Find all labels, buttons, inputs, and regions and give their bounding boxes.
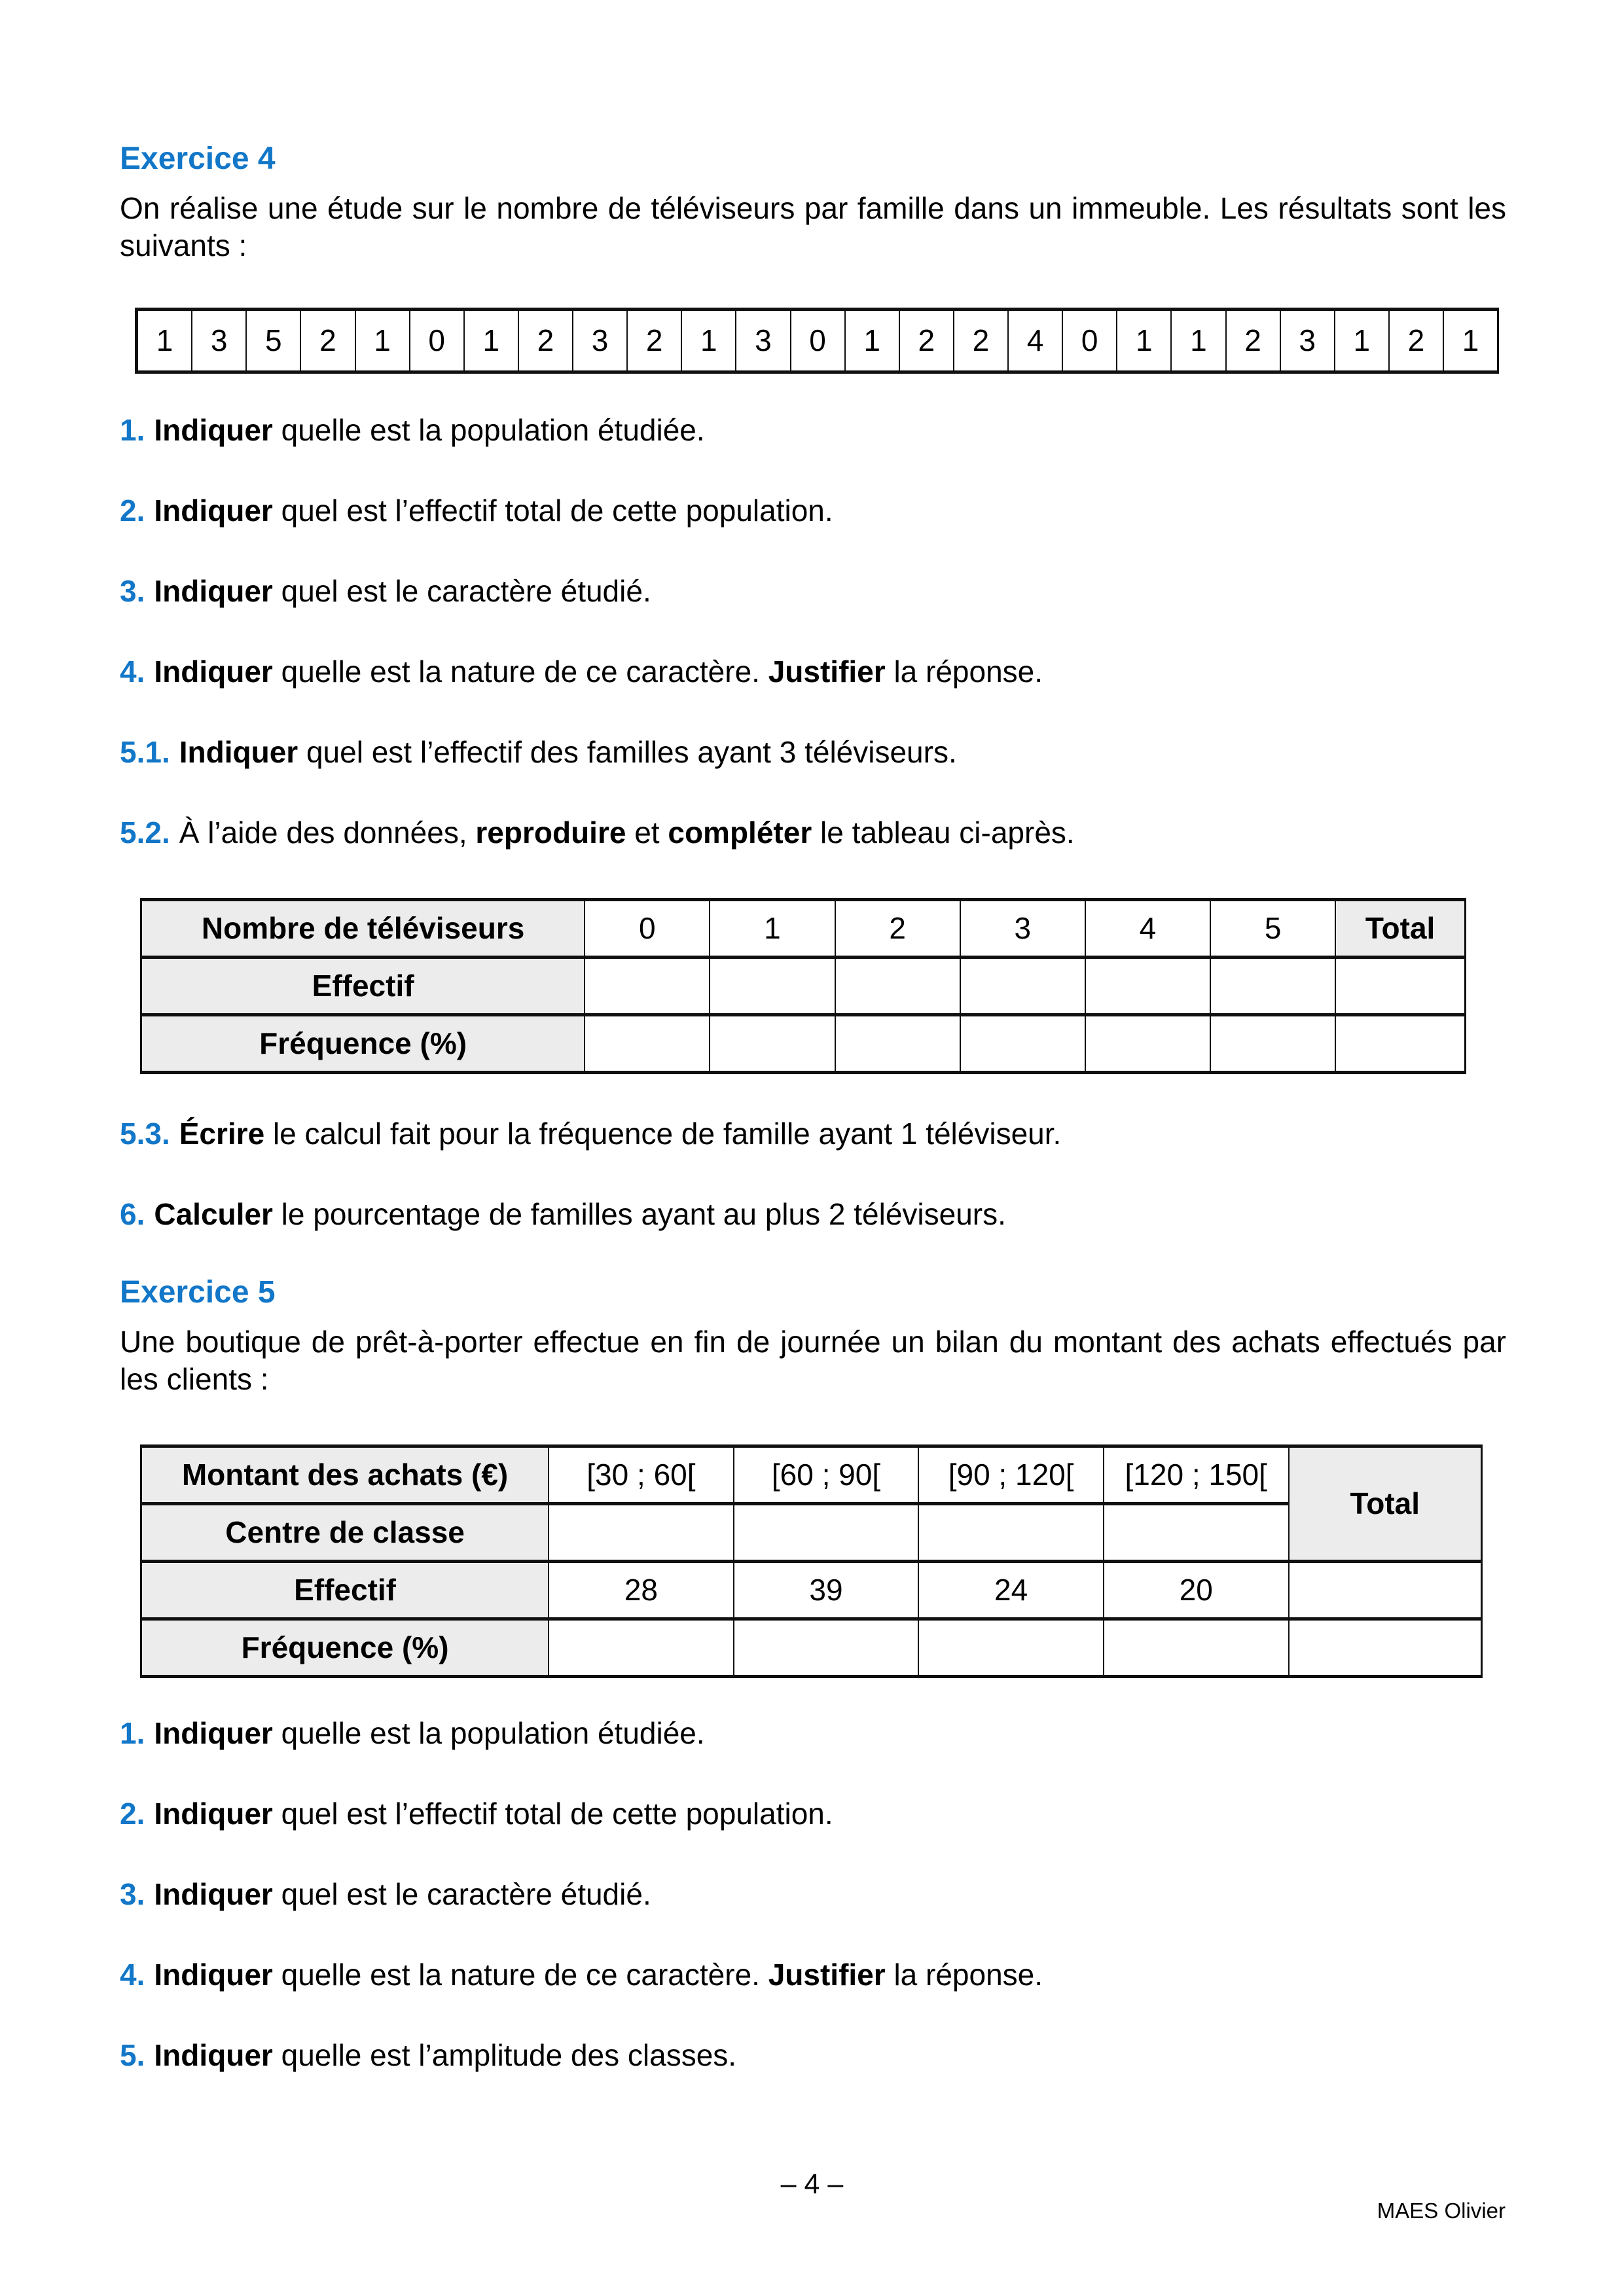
- question-number: 1.: [120, 413, 145, 447]
- purchases-effectif-2: 24: [918, 1562, 1104, 1619]
- purchases-effectif-row: [141, 1562, 1482, 1619]
- question-text: quelle est la population étudiée.: [272, 1716, 705, 1750]
- data-strip-cell: 1: [355, 311, 409, 370]
- empty-cell: [549, 1504, 734, 1562]
- question-keyword: Indiquer: [154, 1877, 273, 1911]
- purchases-frequence-label: Fréquence (%): [141, 1619, 549, 1677]
- empty-cell: [960, 1015, 1085, 1073]
- data-strip-cell: 5: [245, 311, 300, 370]
- empty-cell: [734, 1619, 919, 1677]
- question-number: 2.: [120, 493, 145, 528]
- tv-count-table: [140, 898, 1466, 1074]
- question-keyword: reproduire: [475, 816, 626, 850]
- purchases-frequence-row: [141, 1619, 1482, 1677]
- empty-cell: [918, 1504, 1104, 1562]
- exercise5-questions: [120, 1715, 1506, 2074]
- purchases-class-0: [30 ; 60[: [549, 1446, 734, 1504]
- question-number: 4.: [120, 655, 145, 689]
- empty-cell: [1104, 1619, 1289, 1677]
- question-ex4-3: [120, 573, 1506, 610]
- purchases-effectif-3: 20: [1104, 1562, 1289, 1619]
- question-keyword: Indiquer: [154, 1797, 273, 1831]
- data-strip-cell: 1: [1170, 311, 1225, 370]
- empty-cell: [1335, 958, 1465, 1015]
- question-ex4-4: [120, 653, 1506, 691]
- question-keyword: Indiquer: [154, 493, 273, 528]
- purchases-class-1: [60 ; 90[: [734, 1446, 919, 1504]
- empty-cell: [1335, 1015, 1465, 1073]
- question-ex5-4: [120, 1956, 1506, 1994]
- empty-cell: [1085, 958, 1210, 1015]
- exercise4-questions: [120, 412, 1506, 852]
- empty-cell: [1289, 1562, 1482, 1619]
- data-strip-cell: 0: [790, 311, 844, 370]
- data-strip-cell: 0: [409, 311, 463, 370]
- question-number: 5.: [120, 2038, 145, 2072]
- author-name: MAES Olivier: [1377, 2198, 1506, 2223]
- tv-table-frequence-row: [141, 1015, 1466, 1073]
- question-text: quelle est la nature de ce caractère.: [272, 1958, 768, 1992]
- data-strip-cell: 2: [1388, 311, 1443, 370]
- empty-cell: [1085, 1015, 1210, 1073]
- question-text: la réponse.: [885, 1958, 1043, 1992]
- question-text: quel est l’effectif des familles ayant 3 téléviseurs.: [298, 735, 957, 769]
- empty-cell: [1210, 1015, 1335, 1073]
- question-keyword: Indiquer: [154, 574, 273, 608]
- empty-cell: [734, 1504, 919, 1562]
- tv-table-header-2: 2: [835, 900, 960, 958]
- purchases-class-2: [90 ; 120[: [918, 1446, 1104, 1504]
- question-keyword: Justifier: [768, 655, 886, 689]
- purchases-header-row: [141, 1446, 1482, 1504]
- purchases-total-header: Total: [1289, 1446, 1482, 1562]
- question-keyword: Calculer: [154, 1197, 273, 1231]
- question-text: le pourcentage de familles ayant au plus 2 téléviseurs.: [272, 1197, 1006, 1231]
- data-strip-cell: 1: [1116, 311, 1170, 370]
- data-strip-cell: 2: [953, 311, 1007, 370]
- data-strip-cell: 3: [735, 311, 789, 370]
- data-strip-cell: 3: [191, 311, 245, 370]
- data-strip-cell: 1: [844, 311, 899, 370]
- question-text: quel est le caractère étudié.: [272, 574, 651, 608]
- purchases-effectif-0: 28: [549, 1562, 734, 1619]
- data-strip-cell: 3: [572, 311, 626, 370]
- question-ex5-2: [120, 1795, 1506, 1833]
- question-number: 4.: [120, 1958, 145, 1992]
- question-number: 5.2.: [120, 816, 170, 850]
- tv-table-frequence-label: Fréquence (%): [141, 1015, 585, 1073]
- question-text: quelle est la population étudiée.: [272, 413, 705, 447]
- question-text: et: [626, 816, 668, 850]
- data-strip-cell: 4: [1007, 311, 1062, 370]
- tv-table-header-3: 3: [960, 900, 1085, 958]
- question-number: 1.: [120, 1716, 145, 1750]
- data-strip-cell: 1: [1334, 311, 1388, 370]
- tv-table-total-header: Total: [1335, 900, 1465, 958]
- question-text: quel est l’effectif total de cette population.: [272, 1797, 833, 1831]
- tv-data-strip-table: [135, 308, 1499, 374]
- empty-cell: [918, 1619, 1104, 1677]
- data-strip-cell: 1: [137, 311, 191, 370]
- data-strip-cell: 2: [626, 311, 681, 370]
- tv-table-effectif-label: Effectif: [141, 958, 585, 1015]
- question-text: quelle est la nature de ce caractère.: [272, 655, 768, 689]
- tv-table-header-row: [141, 900, 1466, 958]
- purchases-effectif-1: 39: [734, 1562, 919, 1619]
- purchases-class-3: [120 ; 150[: [1104, 1446, 1289, 1504]
- tv-table-header-4: 4: [1085, 900, 1210, 958]
- exercise4-intro: On réalise une étude sur le nombre de téléviseurs par famille dans un immeuble. Les résultats sont les suivants :: [120, 191, 1506, 262]
- purchases-row-header: Montant des achats (€): [141, 1446, 549, 1504]
- question-number: 3.: [120, 574, 145, 608]
- question-number: 5.1.: [120, 735, 170, 769]
- empty-cell: [960, 958, 1085, 1015]
- question-number: 5.3.: [120, 1117, 170, 1151]
- data-strip-cell: 1: [681, 311, 735, 370]
- data-strip-cell: 2: [1225, 311, 1280, 370]
- tv-table-effectif-row: [141, 958, 1466, 1015]
- question-keyword: Indiquer: [154, 1958, 273, 1992]
- question-keyword: compléter: [668, 816, 812, 850]
- question-keyword: Indiquer: [154, 1716, 273, 1750]
- empty-cell: [835, 1015, 960, 1073]
- question-text: quel est le caractère étudié.: [272, 1877, 651, 1911]
- tv-table-row-header: Nombre de téléviseurs: [141, 900, 585, 958]
- question-text: le calcul fait pour la fréquence de famille ayant 1 téléviseur.: [264, 1117, 1062, 1151]
- exercise5-intro: Une boutique de prêt-à-porter effectue en fin de journée un bilan du montant des achats effectués par les clients :: [120, 1325, 1506, 1396]
- question-text: quel est l’effectif total de cette population.: [272, 493, 833, 528]
- question-text: la réponse.: [885, 655, 1043, 689]
- exercise5-title: Exercice 5: [120, 1275, 276, 1310]
- question-keyword: Indiquer: [179, 735, 298, 769]
- purchases-table: [140, 1444, 1483, 1678]
- question-ex4-6: [120, 1196, 1506, 1233]
- question-ex4-5-3: [120, 1115, 1506, 1153]
- question-ex5-1: [120, 1715, 1506, 1752]
- exercise4-title: Exercice 4: [120, 141, 276, 176]
- data-strip-cell: 3: [1280, 311, 1334, 370]
- empty-cell: [585, 1015, 710, 1073]
- question-text: quelle est l’amplitude des classes.: [272, 2038, 737, 2072]
- question-ex4-2: [120, 492, 1506, 529]
- data-strip-cell: 2: [518, 311, 572, 370]
- empty-cell: [1104, 1504, 1289, 1562]
- purchases-centre-label: Centre de classe: [141, 1504, 549, 1562]
- question-text: À l’aide des données,: [179, 816, 476, 850]
- page-content: [120, 141, 1506, 2074]
- question-ex4-1: [120, 412, 1506, 449]
- empty-cell: [585, 958, 710, 1015]
- empty-cell: [1210, 958, 1335, 1015]
- data-strip-cell: 0: [1062, 311, 1116, 370]
- question-keyword: Indiquer: [154, 655, 273, 689]
- empty-cell: [1289, 1619, 1482, 1677]
- empty-cell: [710, 1015, 835, 1073]
- tv-table-header-1: 1: [710, 900, 835, 958]
- question-ex5-5: [120, 2037, 1506, 2074]
- data-strip-cell: 1: [463, 311, 518, 370]
- data-strip-cell: 2: [300, 311, 354, 370]
- question-keyword: Justifier: [768, 1958, 886, 1992]
- tv-table-header-5: 5: [1210, 900, 1335, 958]
- exercise4-questions-after-table: [120, 1115, 1506, 1233]
- purchases-effectif-label: Effectif: [141, 1562, 549, 1619]
- empty-cell: [549, 1619, 734, 1677]
- question-ex5-3: [120, 1876, 1506, 1913]
- question-ex4-5-2: [120, 814, 1506, 852]
- question-number: 6.: [120, 1197, 145, 1231]
- question-number: 2.: [120, 1797, 145, 1831]
- data-strip-cell: 1: [1443, 311, 1497, 370]
- tv-table-header-0: 0: [585, 900, 710, 958]
- question-ex4-5-1: [120, 734, 1506, 771]
- question-keyword: Écrire: [179, 1117, 265, 1151]
- data-strip-cell: 2: [899, 311, 953, 370]
- page-number: – 4 –: [780, 2168, 844, 2200]
- empty-cell: [710, 958, 835, 1015]
- empty-cell: [835, 958, 960, 1015]
- question-text: le tableau ci-après.: [812, 816, 1075, 850]
- question-keyword: Indiquer: [154, 413, 273, 447]
- question-keyword: Indiquer: [154, 2038, 273, 2072]
- purchases-centre-row: [141, 1504, 1482, 1562]
- question-number: 3.: [120, 1877, 145, 1911]
